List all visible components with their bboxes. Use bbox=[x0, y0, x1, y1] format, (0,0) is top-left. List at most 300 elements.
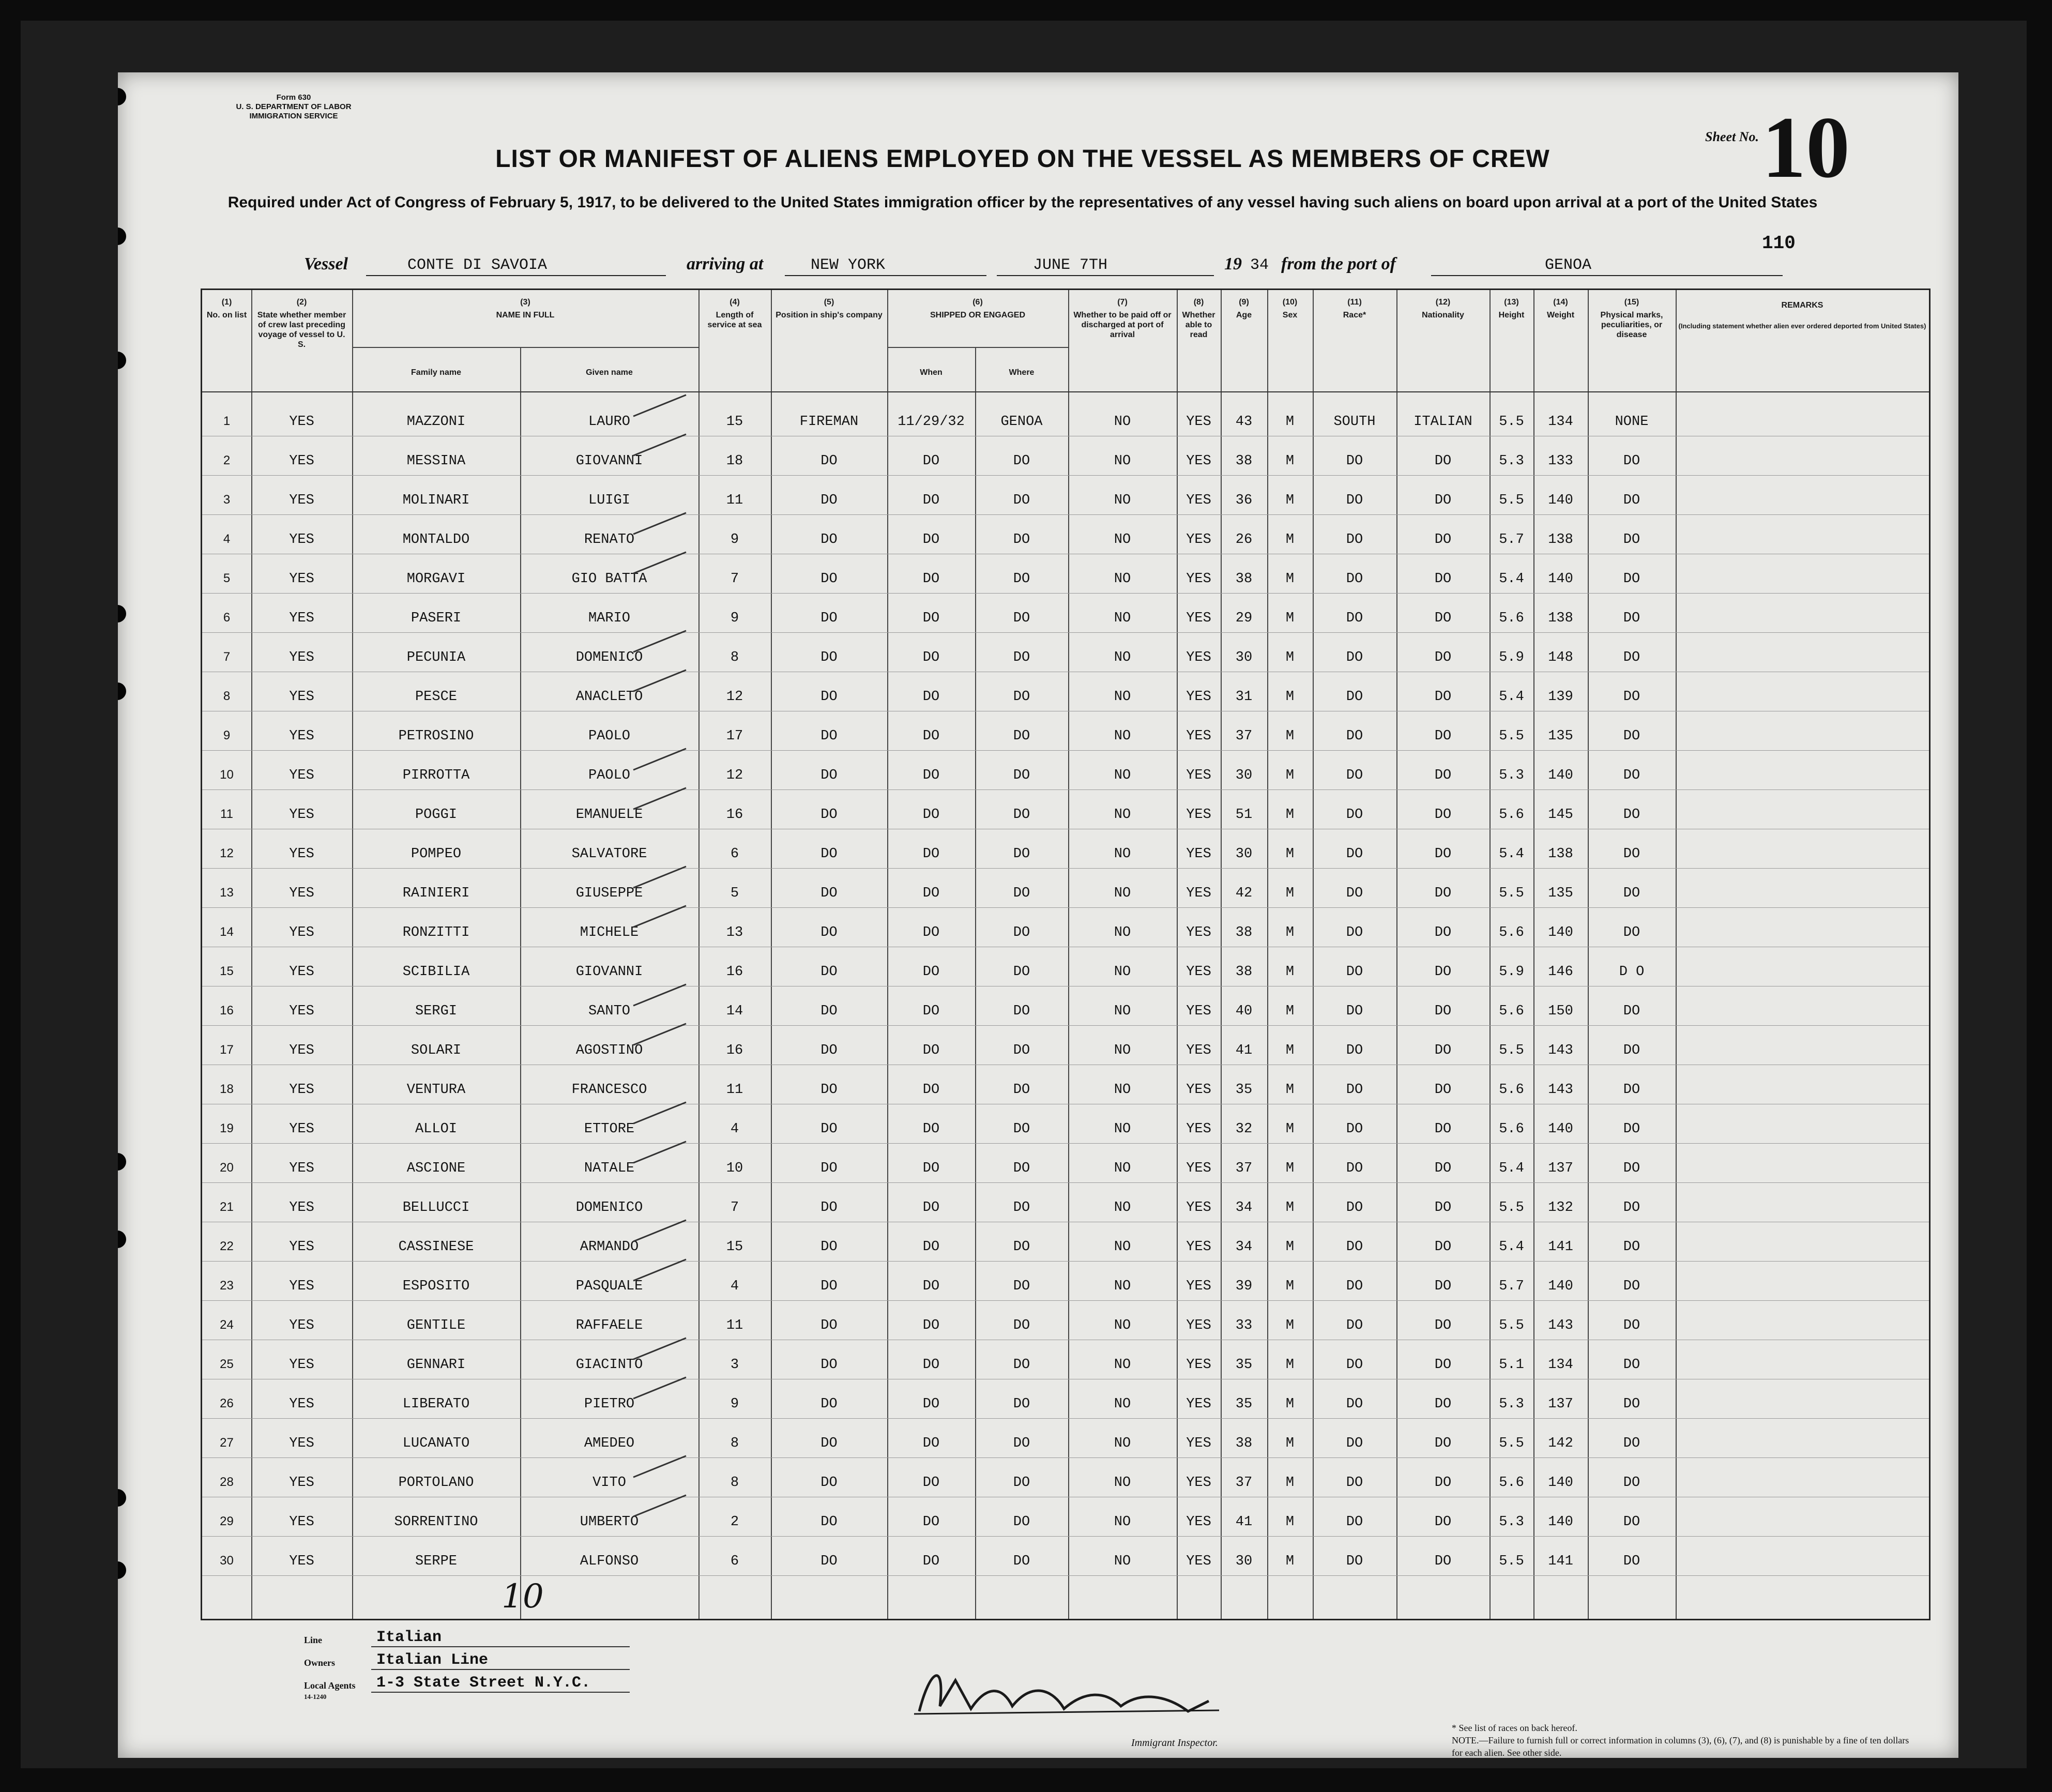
table-cell-height: 5.7 bbox=[1499, 532, 1524, 548]
table-cell-race: DO bbox=[1346, 728, 1363, 744]
table-cell-paid: NO bbox=[1114, 1396, 1131, 1412]
table-cell-when: DO bbox=[922, 1004, 940, 1019]
table-cell-nationality: DO bbox=[1434, 650, 1452, 665]
table-cell-paid: NO bbox=[1114, 611, 1131, 626]
table-cell-read: YES bbox=[1186, 1161, 1211, 1176]
table-cell-height: 5.5 bbox=[1499, 728, 1524, 744]
binder-hole bbox=[118, 682, 126, 700]
table-cell-nationality: DO bbox=[1434, 807, 1452, 823]
table-cell-position: DO bbox=[820, 532, 838, 548]
table-cell-position: DO bbox=[820, 493, 838, 508]
table-cell-when: DO bbox=[922, 1161, 940, 1176]
column-label: Age bbox=[1236, 311, 1252, 320]
table-cell-read: YES bbox=[1186, 689, 1211, 705]
table-cell-read: YES bbox=[1186, 453, 1211, 469]
table-cell-service: 18 bbox=[726, 453, 743, 469]
column-subheader: Given name bbox=[586, 368, 633, 377]
table-cell-service: 3 bbox=[730, 1357, 739, 1373]
footer bbox=[201, 1629, 1927, 1758]
table-cell-sex: M bbox=[1285, 414, 1295, 430]
table-cell-no: 1 bbox=[223, 414, 231, 428]
table-cell-family: VENTURA bbox=[406, 1082, 466, 1098]
column-divider bbox=[698, 290, 700, 1619]
table-cell-no: 9 bbox=[223, 728, 231, 742]
column-header bbox=[1269, 297, 1311, 320]
column-divider bbox=[1533, 290, 1534, 1619]
table-cell-nationality: DO bbox=[1434, 1357, 1452, 1373]
table-cell-marks: DO bbox=[1623, 846, 1640, 862]
check-mark bbox=[633, 512, 686, 535]
table-cell-weight: 140 bbox=[1548, 1121, 1573, 1137]
check-mark bbox=[633, 1141, 686, 1164]
handwritten-total: 10 bbox=[501, 1577, 544, 1616]
table-cell-family: MONTALDO bbox=[402, 532, 470, 548]
column-divider bbox=[1177, 290, 1178, 1619]
table-cell-prev: YES bbox=[289, 493, 314, 508]
table-cell-race: DO bbox=[1346, 1004, 1363, 1019]
manifest-page bbox=[118, 72, 1958, 1758]
column-label: Weight bbox=[1546, 311, 1575, 320]
table-cell-position: DO bbox=[820, 728, 838, 744]
check-mark bbox=[633, 748, 686, 771]
table-cell-position: DO bbox=[820, 650, 838, 665]
line-value: Italian bbox=[376, 1629, 442, 1646]
crew-manifest-table bbox=[201, 288, 1931, 1620]
table-cell-age: 37 bbox=[1235, 1161, 1253, 1176]
column-header bbox=[354, 297, 696, 320]
table-cell-no: 18 bbox=[220, 1082, 234, 1096]
table-cell-weight: 140 bbox=[1548, 493, 1573, 508]
table-cell-where: DO bbox=[1013, 493, 1030, 508]
table-cell-no: 4 bbox=[223, 532, 231, 546]
table-cell-weight: 141 bbox=[1548, 1239, 1573, 1255]
column-header bbox=[1179, 297, 1219, 340]
table-cell-prev: YES bbox=[289, 414, 314, 430]
table-cell-marks: DO bbox=[1623, 768, 1640, 783]
table-cell-when: DO bbox=[922, 886, 940, 901]
table-cell-sex: M bbox=[1285, 1514, 1295, 1530]
table-cell-paid: NO bbox=[1114, 964, 1131, 980]
column-label: REMARKS bbox=[1781, 301, 1823, 310]
table-cell-prev: YES bbox=[289, 1436, 314, 1451]
column-number: (5) bbox=[824, 298, 834, 307]
table-cell-weight: 140 bbox=[1548, 571, 1573, 587]
table-cell-no: 14 bbox=[220, 925, 234, 939]
table-cell-service: 4 bbox=[730, 1121, 739, 1137]
table-cell-prev: YES bbox=[289, 532, 314, 548]
table-cell-no: 3 bbox=[223, 493, 231, 507]
table-cell-paid: NO bbox=[1114, 1357, 1131, 1373]
binder-hole bbox=[118, 88, 126, 105]
table-cell-family: POGGI bbox=[415, 807, 457, 823]
table-cell-given: PASQUALE bbox=[575, 1279, 643, 1294]
check-mark bbox=[633, 552, 686, 574]
table-cell-read: YES bbox=[1186, 1318, 1211, 1333]
table-cell-service: 8 bbox=[730, 1475, 739, 1491]
table-cell-weight: 140 bbox=[1548, 1514, 1573, 1530]
binder-hole bbox=[118, 605, 126, 622]
table-cell-given: ALFONSO bbox=[580, 1554, 639, 1569]
table-cell-height: 5.5 bbox=[1499, 886, 1524, 901]
table-cell-prev: YES bbox=[289, 1279, 314, 1294]
table-cell-where: GENOA bbox=[1000, 414, 1043, 430]
table-cell-weight: 135 bbox=[1548, 886, 1573, 901]
table-cell-given: ETTORE bbox=[584, 1121, 635, 1137]
table-cell-position: DO bbox=[820, 1082, 838, 1098]
table-cell-race: DO bbox=[1346, 1475, 1363, 1491]
table-cell-paid: NO bbox=[1114, 807, 1131, 823]
table-cell-family: ESPOSITO bbox=[402, 1279, 470, 1294]
table-cell-when: DO bbox=[922, 1436, 940, 1451]
table-cell-prev: YES bbox=[289, 1357, 314, 1373]
table-cell-family: PECUNIA bbox=[406, 650, 466, 665]
table-cell-sex: M bbox=[1285, 1121, 1295, 1137]
column-divider bbox=[1396, 290, 1397, 1619]
table-cell-family: SERGI bbox=[415, 1004, 457, 1019]
table-cell-when: DO bbox=[922, 925, 940, 940]
table-cell-marks: DO bbox=[1623, 1200, 1640, 1216]
table-cell-sex: M bbox=[1285, 1161, 1295, 1176]
table-cell-weight: 138 bbox=[1548, 532, 1573, 548]
table-cell-where: DO bbox=[1013, 728, 1030, 744]
table-cell-paid: NO bbox=[1114, 493, 1131, 508]
table-cell-service: 9 bbox=[730, 1396, 739, 1412]
table-cell-no: 12 bbox=[220, 846, 234, 860]
table-cell-position: DO bbox=[820, 925, 838, 940]
table-cell-marks: DO bbox=[1623, 807, 1640, 823]
table-cell-read: YES bbox=[1186, 1043, 1211, 1058]
table-cell-paid: NO bbox=[1114, 689, 1131, 705]
table-cell-service: 10 bbox=[726, 1161, 743, 1176]
binder-hole bbox=[118, 1231, 126, 1248]
table-cell-no: 29 bbox=[220, 1514, 234, 1528]
table-cell-family: ALLOI bbox=[415, 1121, 457, 1137]
table-cell-age: 42 bbox=[1235, 886, 1253, 901]
table-cell-height: 5.4 bbox=[1499, 1239, 1524, 1255]
table-cell-prev: YES bbox=[289, 453, 314, 469]
table-cell-position: DO bbox=[820, 1279, 838, 1294]
column-label: Height bbox=[1498, 311, 1525, 320]
column-label: Position in ship's company bbox=[776, 311, 883, 320]
table-cell-sex: M bbox=[1285, 650, 1295, 665]
table-cell-when: DO bbox=[922, 1200, 940, 1216]
table-cell-sex: M bbox=[1285, 768, 1295, 783]
table-cell-nationality: DO bbox=[1434, 964, 1452, 980]
table-cell-age: 30 bbox=[1235, 768, 1253, 783]
table-cell-no: 16 bbox=[220, 1004, 234, 1018]
table-cell-paid: NO bbox=[1114, 1121, 1131, 1137]
table-cell-no: 15 bbox=[220, 964, 234, 978]
table-cell-paid: NO bbox=[1114, 453, 1131, 469]
table-cell-weight: 143 bbox=[1548, 1043, 1573, 1058]
arriving-port: NEW YORK bbox=[811, 256, 886, 274]
table-cell-race: DO bbox=[1346, 689, 1363, 705]
column-divider bbox=[1588, 290, 1589, 1619]
table-cell-nationality: DO bbox=[1434, 1082, 1452, 1098]
service: IMMIGRATION SERVICE bbox=[249, 112, 338, 120]
table-cell-where: DO bbox=[1013, 807, 1030, 823]
table-cell-no: 23 bbox=[220, 1279, 234, 1293]
table-cell-read: YES bbox=[1186, 728, 1211, 744]
table-cell-paid: NO bbox=[1114, 1554, 1131, 1569]
column-divider bbox=[352, 290, 353, 1619]
table-cell-age: 30 bbox=[1235, 650, 1253, 665]
column-divider bbox=[1489, 290, 1491, 1619]
table-cell-given: UMBERTO bbox=[580, 1514, 639, 1530]
table-cell-when: DO bbox=[922, 728, 940, 744]
owners-value: Italian Line bbox=[376, 1651, 489, 1669]
table-cell-family: GENNARI bbox=[406, 1357, 466, 1373]
table-cell-age: 38 bbox=[1235, 925, 1253, 940]
table-cell-when: DO bbox=[922, 1121, 940, 1137]
table-cell-given: EMANUELE bbox=[575, 807, 643, 823]
table-cell-prev: YES bbox=[289, 1004, 314, 1019]
table-cell-race: DO bbox=[1346, 807, 1363, 823]
table-cell-weight: 140 bbox=[1548, 925, 1573, 940]
table-cell-race: DO bbox=[1346, 886, 1363, 901]
column-number: (4) bbox=[729, 298, 740, 307]
table-cell-age: 29 bbox=[1235, 611, 1253, 626]
table-cell-prev: YES bbox=[289, 1239, 314, 1255]
table-cell-service: 16 bbox=[726, 807, 743, 823]
table-cell-read: YES bbox=[1186, 1475, 1211, 1491]
column-header bbox=[1070, 297, 1175, 340]
table-cell-nationality: DO bbox=[1434, 611, 1452, 626]
table-cell-nationality: DO bbox=[1434, 1554, 1452, 1569]
table-cell-nationality: ITALIAN bbox=[1413, 414, 1472, 430]
table-cell-service: 2 bbox=[730, 1514, 739, 1530]
column-label: Race* bbox=[1343, 311, 1366, 320]
binder-hole bbox=[118, 1153, 126, 1171]
table-cell-nationality: DO bbox=[1434, 1475, 1452, 1491]
column-divider bbox=[1676, 290, 1677, 1619]
table-cell-read: YES bbox=[1186, 1239, 1211, 1255]
table-cell-age: 38 bbox=[1235, 453, 1253, 469]
table-cell-sex: M bbox=[1285, 886, 1295, 901]
table-cell-service: 11 bbox=[726, 493, 743, 508]
column-number: (8) bbox=[1193, 298, 1204, 307]
column-subheader: (Including statement whether alien ever ordered deported from United States) bbox=[1678, 322, 1926, 330]
table-cell-marks: D O bbox=[1619, 964, 1645, 980]
sheet-number: 10 bbox=[1762, 99, 1850, 196]
table-cell-height: 5.6 bbox=[1499, 1004, 1524, 1019]
table-cell-marks: DO bbox=[1623, 650, 1640, 665]
table-cell-race: DO bbox=[1346, 964, 1363, 980]
table-cell-marks: DO bbox=[1623, 1043, 1640, 1058]
column-divider bbox=[771, 290, 772, 1619]
table-cell-where: DO bbox=[1013, 1396, 1030, 1412]
table-cell-weight: 143 bbox=[1548, 1318, 1573, 1333]
table-cell-height: 5.6 bbox=[1499, 1082, 1524, 1098]
table-cell-nationality: DO bbox=[1434, 689, 1452, 705]
table-cell-height: 5.5 bbox=[1499, 1043, 1524, 1058]
table-cell-read: YES bbox=[1186, 532, 1211, 548]
table-cell-prev: YES bbox=[289, 1318, 314, 1333]
from-port: GENOA bbox=[1545, 256, 1592, 274]
check-mark bbox=[633, 1023, 686, 1046]
table-cell-nationality: DO bbox=[1434, 1279, 1452, 1294]
table-cell-marks: DO bbox=[1623, 1436, 1640, 1451]
table-cell-age: 43 bbox=[1235, 414, 1253, 430]
table-cell-paid: NO bbox=[1114, 1279, 1131, 1294]
table-cell-sex: M bbox=[1285, 846, 1295, 862]
check-mark bbox=[633, 1220, 686, 1242]
table-cell-given: PIETRO bbox=[584, 1396, 635, 1412]
table-cell-where: DO bbox=[1013, 1200, 1030, 1216]
table-cell-family: POMPEO bbox=[411, 846, 462, 862]
vessel-name: CONTE DI SAVOIA bbox=[407, 256, 548, 274]
table-cell-race: DO bbox=[1346, 1318, 1363, 1333]
table-cell-service: 9 bbox=[730, 532, 739, 548]
column-number: (10) bbox=[1282, 298, 1298, 307]
table-cell-race: DO bbox=[1346, 846, 1363, 862]
column-divider bbox=[1313, 290, 1314, 1619]
table-cell-paid: NO bbox=[1114, 414, 1131, 430]
table-cell-given: VITO bbox=[592, 1475, 626, 1491]
table-cell-where: DO bbox=[1013, 611, 1030, 626]
table-cell-marks: DO bbox=[1623, 1554, 1640, 1569]
table-cell-paid: NO bbox=[1114, 1436, 1131, 1451]
table-cell-given: RENATO bbox=[584, 532, 635, 548]
check-mark bbox=[633, 1259, 686, 1282]
table-cell-paid: NO bbox=[1114, 1082, 1131, 1098]
table-cell-position: DO bbox=[820, 571, 838, 587]
table-cell-service: 6 bbox=[730, 846, 739, 862]
table-cell-height: 5.6 bbox=[1499, 925, 1524, 940]
table-cell-where: DO bbox=[1013, 1554, 1030, 1569]
department: U. S. DEPARTMENT OF LABOR bbox=[236, 102, 352, 111]
table-cell-prev: YES bbox=[289, 925, 314, 940]
table-cell-when: 11/29/32 bbox=[898, 414, 965, 430]
table-cell-when: DO bbox=[922, 1554, 940, 1569]
note-penalty: NOTE.—Failure to furnish full or correct information in columns (3), (6), (7), and (8) is punishable by a fine of ten dollars for each alien. See other side. bbox=[1452, 1735, 1909, 1758]
table-cell-where: DO bbox=[1013, 846, 1030, 862]
table-cell-sex: M bbox=[1285, 611, 1295, 626]
table-cell-nationality: DO bbox=[1434, 1004, 1452, 1019]
agents-value: 1-3 State Street N.Y.C. bbox=[376, 1674, 591, 1692]
table-cell-race: DO bbox=[1346, 650, 1363, 665]
table-cell-family: SCIBILIA bbox=[402, 964, 470, 980]
table-cell-where: DO bbox=[1013, 964, 1030, 980]
table-cell-sex: M bbox=[1285, 493, 1295, 508]
table-cell-paid: NO bbox=[1114, 1318, 1131, 1333]
table-cell-where: DO bbox=[1013, 689, 1030, 705]
table-cell-given: GIOVANNI bbox=[575, 453, 643, 469]
table-cell-race: DO bbox=[1346, 925, 1363, 940]
table-cell-paid: NO bbox=[1114, 532, 1131, 548]
table-cell-marks: DO bbox=[1623, 728, 1640, 744]
table-cell-prev: YES bbox=[289, 611, 314, 626]
table-cell-age: 36 bbox=[1235, 493, 1253, 508]
table-cell-family: CASSINESE bbox=[398, 1239, 474, 1255]
column-header bbox=[1590, 297, 1674, 340]
table-cell-read: YES bbox=[1186, 571, 1211, 587]
table-cell-marks: DO bbox=[1623, 1475, 1640, 1491]
check-mark bbox=[633, 630, 686, 653]
table-cell-where: DO bbox=[1013, 1239, 1030, 1255]
column-label: SHIPPED OR ENGAGED bbox=[930, 311, 1026, 320]
table-cell-family: GENTILE bbox=[406, 1318, 466, 1333]
column-label: NAME IN FULL bbox=[496, 311, 555, 320]
table-cell-given: FRANCESCO bbox=[571, 1082, 647, 1098]
table-cell-age: 33 bbox=[1235, 1318, 1253, 1333]
table-cell-marks: DO bbox=[1623, 886, 1640, 901]
table-cell-race: DO bbox=[1346, 1554, 1363, 1569]
table-cell-family: PORTOLANO bbox=[398, 1475, 474, 1491]
table-cell-prev: YES bbox=[289, 768, 314, 783]
table-cell-no: 28 bbox=[220, 1475, 234, 1489]
table-cell-paid: NO bbox=[1114, 1239, 1131, 1255]
binder-hole bbox=[118, 352, 126, 369]
table-cell-weight: 134 bbox=[1548, 414, 1573, 430]
check-mark bbox=[633, 905, 686, 928]
table-cell-race: DO bbox=[1346, 1279, 1363, 1294]
table-cell-sex: M bbox=[1285, 532, 1295, 548]
table-cell-marks: DO bbox=[1623, 689, 1640, 705]
table-cell-age: 30 bbox=[1235, 846, 1253, 862]
table-cell-position: DO bbox=[820, 1161, 838, 1176]
table-cell-age: 39 bbox=[1235, 1279, 1253, 1294]
table-cell-read: YES bbox=[1186, 611, 1211, 626]
note-races: * See list of races on back hereof. bbox=[1452, 1723, 1577, 1733]
table-cell-marks: DO bbox=[1623, 532, 1640, 548]
table-cell-no: 10 bbox=[220, 768, 234, 782]
table-cell-sex: M bbox=[1285, 964, 1295, 980]
table-cell-service: 16 bbox=[726, 964, 743, 980]
column-header bbox=[1315, 297, 1394, 320]
table-cell-position: DO bbox=[820, 1121, 838, 1137]
table-cell-height: 5.4 bbox=[1499, 1161, 1524, 1176]
table-cell-marks: DO bbox=[1623, 1318, 1640, 1333]
table-cell-family: SOLARI bbox=[411, 1043, 462, 1058]
table-cell-marks: DO bbox=[1623, 1514, 1640, 1530]
line-label: Line bbox=[304, 1635, 323, 1645]
table-cell-paid: NO bbox=[1114, 1161, 1131, 1176]
table-cell-weight: 140 bbox=[1548, 1279, 1573, 1294]
table-cell-marks: DO bbox=[1623, 1239, 1640, 1255]
table-cell-family: RONZITTI bbox=[402, 925, 470, 940]
check-mark bbox=[633, 1338, 686, 1360]
check-mark bbox=[633, 434, 686, 457]
table-cell-family: SERPE bbox=[415, 1554, 457, 1569]
table-cell-no: 21 bbox=[220, 1200, 234, 1214]
table-cell-sex: M bbox=[1285, 1043, 1295, 1058]
column-label: Whether able to read bbox=[1182, 311, 1215, 339]
table-cell-no: 11 bbox=[220, 807, 233, 821]
table-cell-weight: 138 bbox=[1548, 611, 1573, 626]
table-cell-position: DO bbox=[820, 1318, 838, 1333]
table-cell-service: 17 bbox=[726, 728, 743, 744]
column-number: (1) bbox=[221, 298, 232, 307]
table-cell-height: 5.6 bbox=[1499, 1475, 1524, 1491]
table-cell-given: MICHELE bbox=[580, 925, 639, 940]
table-cell-height: 5.7 bbox=[1499, 1279, 1524, 1294]
table-cell-age: 41 bbox=[1235, 1514, 1253, 1530]
table-cell-weight: 134 bbox=[1548, 1357, 1573, 1373]
table-cell-weight: 135 bbox=[1548, 728, 1573, 744]
table-cell-given: ANACLETO bbox=[575, 689, 643, 705]
table-cell-prev: YES bbox=[289, 1082, 314, 1098]
vessel-label: Vessel bbox=[304, 254, 348, 274]
table-cell-marks: DO bbox=[1623, 1161, 1640, 1176]
table-cell-marks: DO bbox=[1623, 1082, 1640, 1098]
table-cell-no: 2 bbox=[223, 453, 231, 467]
check-mark bbox=[633, 1377, 686, 1400]
table-cell-given: SANTO bbox=[588, 1004, 630, 1019]
table-cell-where: DO bbox=[1013, 1475, 1030, 1491]
column-label: Whether to be paid off or discharged at port of arrival bbox=[1073, 311, 1172, 339]
table-cell-marks: DO bbox=[1623, 493, 1640, 508]
